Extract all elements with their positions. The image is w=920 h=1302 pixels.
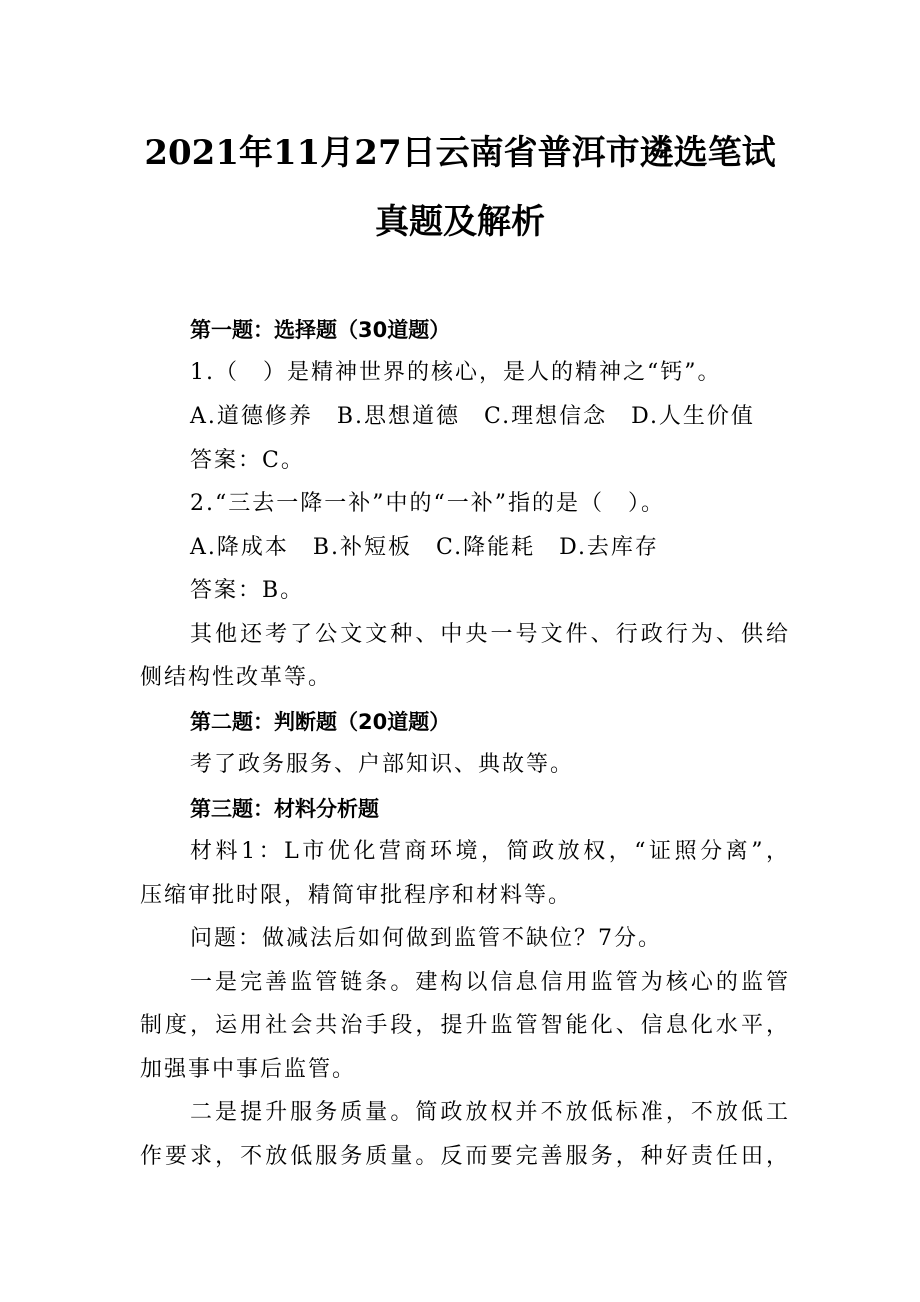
- other-topics-line-1: 其他还考了公文文种、中央一号文件、行政行为、供给: [190, 622, 790, 647]
- question-2: 2.“三去一降一补”中的“一补”指的是（ ）。: [190, 491, 665, 516]
- question-2-options: A.降成本 B.补短板 C.降能耗 D.去库存: [190, 535, 659, 560]
- material-1-line-1: 材料1：L市优化营商环境，简政放权，“证照分离”，: [190, 839, 790, 864]
- answer-point-2-line-1: 二是提升服务质量。简政放权并不放低标准，不放低工: [190, 1100, 790, 1125]
- material-1-line-2: 压缩审批时限，精简审批程序和材料等。: [140, 883, 573, 908]
- section-heading-material: 第三题：材料分析题: [190, 797, 379, 821]
- answer-point-1-line-3: 加强事中事后监管。: [140, 1057, 357, 1082]
- document-title-line-1: 2021年11月27日云南省普洱市遴选笔试: [144, 133, 776, 173]
- other-topics-line-2: 侧结构性改革等。: [140, 665, 333, 690]
- question-1-options: A.道德修养 B.思想道德 C.理想信念 D.人生价值: [190, 404, 755, 429]
- section-heading-judgment: 第二题：判断题（20道题）: [190, 710, 451, 734]
- answer-point-1-line-1: 一是完善监管链条。建构以信息信用监管为核心的监管: [190, 970, 790, 995]
- question-1-answer: 答案：C。: [190, 448, 305, 473]
- answer-point-1-line-2: 制度，运用社会共治手段，提升监管智能化、信息化水平，: [140, 1013, 790, 1038]
- judgment-topics: 考了政务服务、户部知识、典故等。: [190, 752, 575, 777]
- document-title-line-2: 真题及解析: [375, 202, 545, 242]
- section-heading-choice: 第一题：选择题（30道题）: [190, 318, 451, 342]
- answer-point-2-line-2: 作要求，不放低服务质量。反而要完善服务，种好责任田，: [140, 1144, 790, 1169]
- question-2-answer: 答案：B。: [190, 578, 305, 603]
- question-1: 1.（ ）是精神世界的核心，是人的精神之“钙”。: [190, 360, 722, 385]
- material-question: 问题：做减法后如何做到监管不缺位？7分。: [190, 926, 662, 951]
